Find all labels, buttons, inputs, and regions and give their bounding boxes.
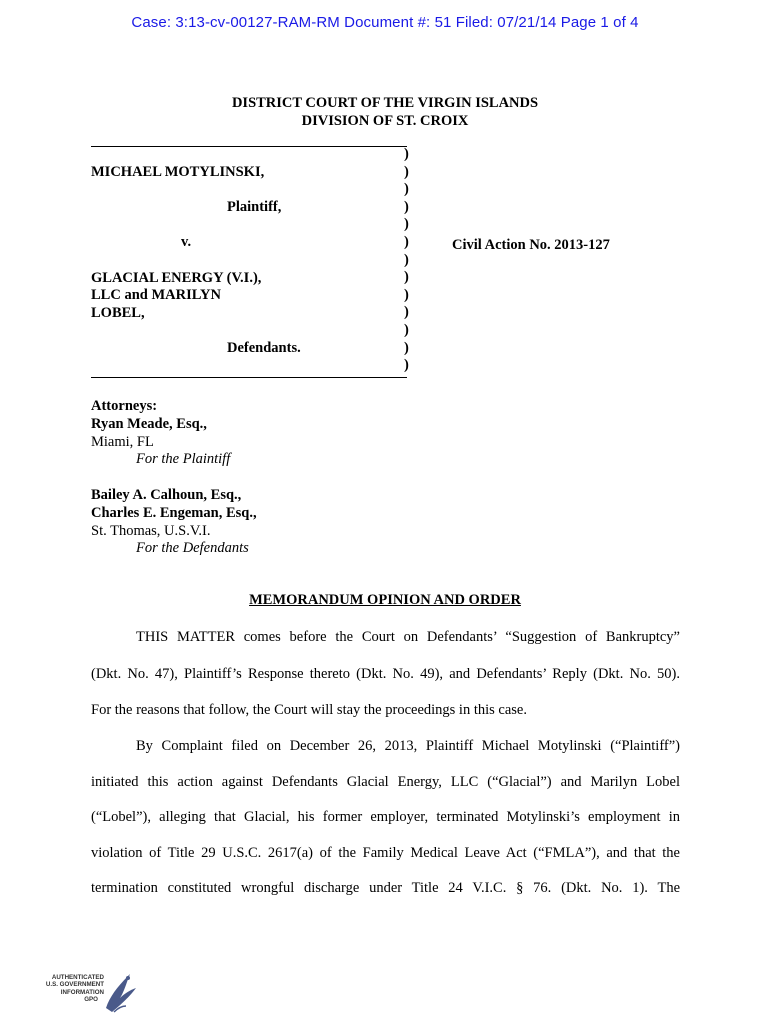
gpo-eagle-seal-icon: [100, 968, 140, 1018]
caption-paren: ): [404, 304, 409, 321]
defense-counsel-1: Bailey A. Calhoun, Esq.,: [91, 486, 242, 503]
versus: v.: [181, 234, 192, 251]
defendant-name-2: LLC and MARILYN: [91, 287, 221, 304]
court-heading: [0, 94, 770, 130]
body-line: (Dkt. No. 47), Plaintiff’s Response thereto (Dkt. No. 49), and Defendants’ Reply (Dkt. No. 50).: [91, 666, 680, 682]
defense-counsel-city: St. Thomas, U.S.V.I.: [91, 522, 211, 539]
plaintiff-counsel-city: Miami, FL: [91, 433, 154, 450]
body-line: THIS MATTER comes before the Court on Defendants’ “Suggestion of Bankruptcy”: [136, 629, 680, 645]
ecf-header-stamp: Case: 3:13-cv-00127-RAM-RM Document #: 51 Filed: 07/21/14 Page 1 of 4: [131, 14, 639, 31]
caption-bottom-rule: [91, 377, 407, 378]
caption-paren-column: [404, 146, 416, 375]
caption-paren: ): [404, 251, 409, 268]
body-line: termination constituted wrongful discharge under Title 24 V.I.C. § 76. (Dkt. No. 1). The: [91, 880, 680, 896]
caption-paren: ): [404, 286, 409, 303]
attorneys-heading: Attorneys:: [91, 398, 158, 414]
caption-parties: [91, 164, 391, 358]
caption-top-rule: [91, 146, 407, 147]
caption-paren: ): [404, 146, 409, 162]
caption-paren: ): [404, 198, 409, 215]
court-division: DIVISION OF ST. CROIX: [301, 113, 469, 129]
plaintiff-counsel-role: For the Plaintiff: [136, 451, 231, 468]
defendant-name-3: LOBEL,: [91, 304, 145, 321]
caption-paren: ): [404, 357, 409, 374]
defendant-name-1: GLACIAL ENERGY (V.I.),: [91, 269, 262, 286]
attorneys-block: [91, 398, 257, 558]
civil-action-number: Civil Action No. 2013-127: [452, 237, 610, 253]
defense-counsel-2: Charles E. Engeman, Esq.,: [91, 504, 257, 521]
caption-paren: ): [404, 269, 409, 286]
body-line: For the reasons that follow, the Court will stay the proceedings in this case.: [91, 702, 527, 718]
body-line: (“Lobel”), alleging that Glacial, his former employer, terminated Motylinski’s employment in: [91, 809, 680, 825]
logo-text: AUTHENTICATED U.S. GOVERNMENT INFORMATION GPO: [45, 974, 104, 1004]
caption-paren: ): [404, 163, 409, 180]
body-line: violation of Title 29 U.S.C. 2617(a) of the Family Medical Leave Act (“FMLA”), and that the: [91, 845, 680, 861]
caption-paren: ): [404, 181, 409, 198]
plaintiff-name: MICHAEL MOTYLINSKI,: [91, 164, 265, 180]
caption-paren: ): [404, 339, 409, 356]
caption-paren: ): [404, 321, 409, 338]
court-name: DISTRICT COURT OF THE VIRGIN ISLANDS: [231, 95, 539, 111]
caption-paren: ): [404, 233, 409, 250]
plaintiff-counsel: Ryan Meade, Esq.,: [91, 415, 207, 432]
body-line: By Complaint filed on December 26, 2013, Plaintiff Michael Motylinski (“Plaintiff”): [136, 738, 680, 754]
memorandum-title: MEMORANDUM OPINION AND ORDER: [249, 592, 521, 608]
plaintiff-role: Plaintiff,: [227, 199, 282, 216]
gpo-authentication-logo: [42, 968, 132, 1018]
defense-counsel-role: For the Defendants: [136, 540, 249, 557]
caption-paren: ): [404, 216, 409, 233]
body-line: initiated this action against Defendants Glacial Energy, LLC (“Glacial”) and Marilyn Lobel: [91, 774, 680, 790]
defendant-role: Defendants.: [227, 339, 301, 356]
